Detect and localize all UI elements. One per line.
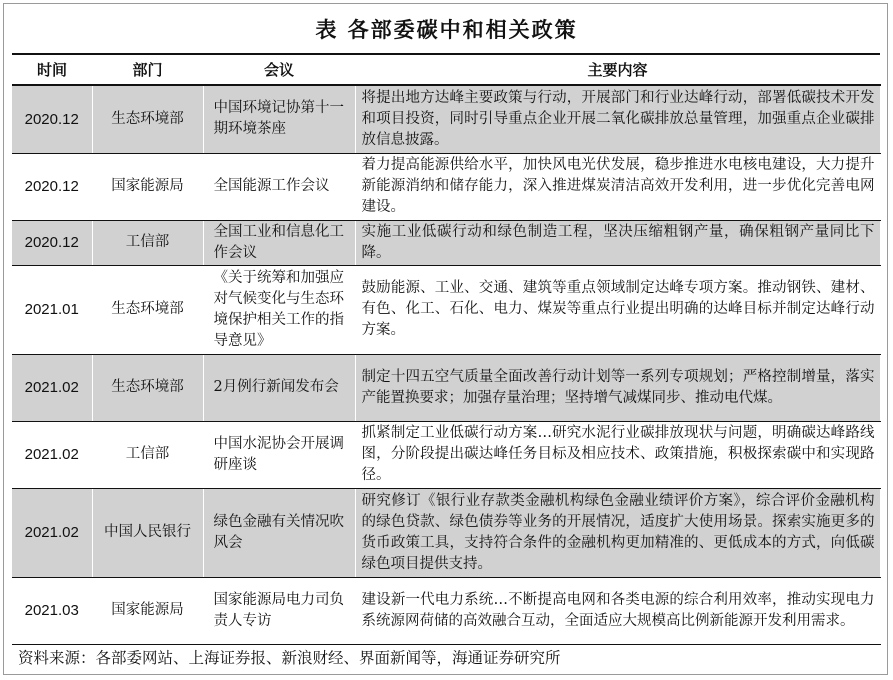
cell-content: 着力提高能源供给水平，加快风电光伏发展，稳步推进水电核电建设，大力提升新能源消纳和储存能力，深入推进煤炭清洁高效开发利用，进一步优化完善电网建设。 <box>355 153 880 220</box>
cell-meeting: 国家能源局电力司负责人专访 <box>203 577 355 644</box>
table-row <box>12 153 880 220</box>
cell-dept: 中国人民银行 <box>92 488 203 577</box>
header-meeting: 会议 <box>203 54 355 85</box>
cell-dept: 国家能源局 <box>92 153 203 220</box>
cell-content: 抓紧制定工业低碳行动方案…研究水泥行业碳排放现状与问题，明确碳达峰路线图，分阶段提出碳达峰任务目标及相应技术、政策措施，积极探索碳中和实现路径。 <box>355 421 880 488</box>
table-row <box>12 577 880 644</box>
cell-time: 2020.12 <box>12 153 92 220</box>
cell-content: 研究修订《银行业存款类金融机构绿色金融业绩评价方案》，综合评价金融机构的绿色贷款、绿色债券等业务的开展情况，适度扩大使用场景。探索实施更多的货币政策工具，支持符合条件的金融机构更加精准的、更低成本的方式，向低碳绿色项目提供支持。 <box>355 488 880 577</box>
cell-time: 2021.03 <box>12 577 92 644</box>
cell-meeting: 2月例行新闻发布会 <box>203 354 355 421</box>
cell-dept: 生态环境部 <box>92 265 203 354</box>
policy-table <box>12 53 881 645</box>
cell-meeting: 全国工业和信息化工作会议 <box>203 220 355 265</box>
header-dept: 部门 <box>92 54 203 85</box>
cell-time: 2021.01 <box>12 265 92 354</box>
table-row <box>12 488 880 577</box>
table-row <box>12 220 880 265</box>
cell-content: 鼓励能源、工业、交通、建筑等重点领域制定达峰专项方案。推动钢铁、建材、有色、化工、石化、电力、煤炭等重点行业提出明确的达峰目标并制定达峰行动方案。 <box>355 265 880 354</box>
cell-content: 制定十四五空气质量全面改善行动计划等一系列专项规划；严格控制增量，落实产能置换要求；加强存量治理；坚持增气减煤同步、推动电代煤。 <box>355 354 880 421</box>
cell-time: 2021.02 <box>12 488 92 577</box>
header-time: 时间 <box>12 54 92 85</box>
cell-meeting: 全国能源工作会议 <box>203 153 355 220</box>
table-row <box>12 354 880 421</box>
table-title: 表 各部委碳中和相关政策 <box>315 17 578 42</box>
cell-content: 实施工业低碳行动和绿色制造工程，坚决压缩粗钢产量，确保粗钢产量同比下降。 <box>355 220 880 265</box>
table-row <box>12 421 880 488</box>
source-note: 资料来源：各部委网站、上海证券报、新浪财经、界面新闻等，海通证券研究所 <box>18 649 561 667</box>
cell-meeting: 中国环境记协第十一期环境茶座 <box>203 85 355 153</box>
cell-meeting: 中国水泥协会开展调研座谈 <box>203 421 355 488</box>
cell-time: 2020.12 <box>12 220 92 265</box>
cell-meeting: 《关于统筹和加强应对气候变化与生态环境保护相关工作的指导意见》 <box>203 265 355 354</box>
table-row <box>12 265 880 354</box>
cell-time: 2020.12 <box>12 85 92 153</box>
header-content: 主要内容 <box>355 54 880 85</box>
cell-dept: 国家能源局 <box>92 577 203 644</box>
cell-time: 2021.02 <box>12 421 92 488</box>
cell-content: 建设新一代电力系统…不断提高电网和各类电源的综合利用效率，推动实现电力系统源网荷储的高效融合互动，全面适应大规模高比例新能源开发利用需求。 <box>355 577 880 644</box>
cell-time: 2021.02 <box>12 354 92 421</box>
cell-dept: 生态环境部 <box>92 85 203 153</box>
cell-dept: 生态环境部 <box>92 354 203 421</box>
cell-content: 将提出地方达峰主要政策与行动，开展部门和行业达峰行动，部署低碳技术开发和项目投资，同时引导重点企业开展二氧化碳排放总量管理，加强重点企业碳排放信息披露。 <box>355 85 880 153</box>
cell-dept: 工信部 <box>92 220 203 265</box>
cell-dept: 工信部 <box>92 421 203 488</box>
cell-meeting: 绿色金融有关情况吹风会 <box>203 488 355 577</box>
header-row <box>12 54 880 85</box>
table-row <box>12 85 880 153</box>
